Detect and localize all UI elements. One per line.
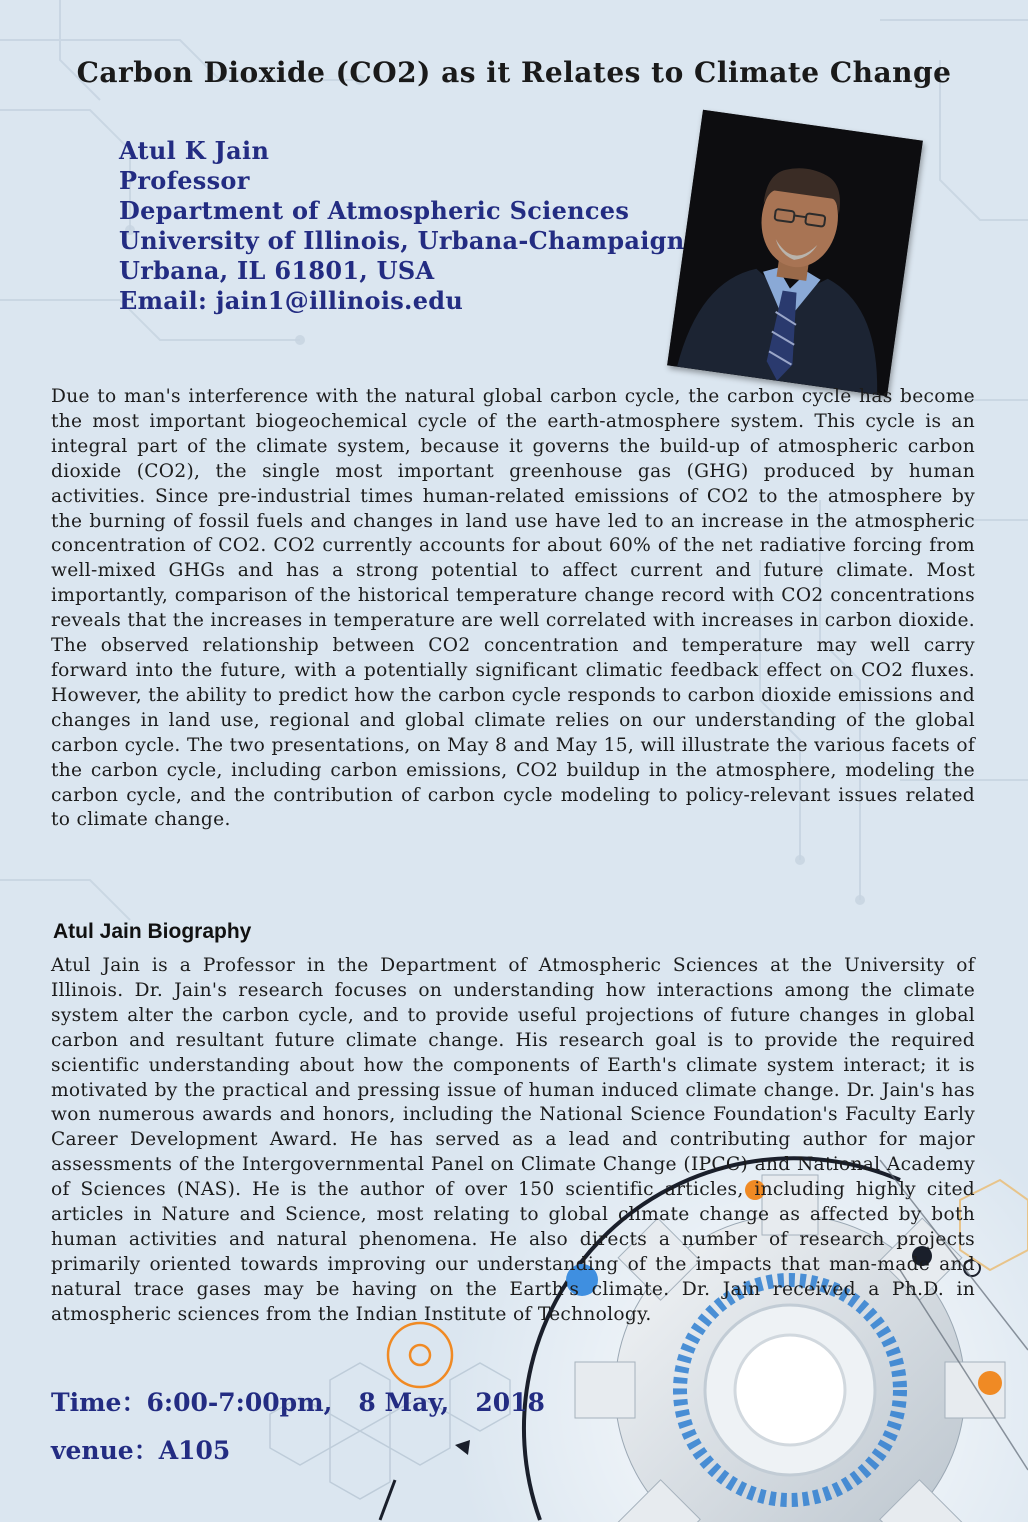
speaker-position: Professor: [119, 166, 250, 195]
speaker-university: University of Illinois, Urbana-Champaign: [119, 226, 685, 255]
event-time: Time：6:00-7:00pm, 8 May, 2018: [51, 1388, 545, 1417]
event-venue: venue：A105: [51, 1436, 231, 1465]
biography-paragraph: Atul Jain is a Professor in the Department of Atmospheric Sciences at the University of Illinois. Dr. Jain's research focuses on understanding how interactions among the climate system alter the carbon cycle, and to provide useful projections of future changes in global carbon and resultant future climate change. His research goal is to provide the required scientific understanding about how the components of Earth's climate system interact; it is motivated by the practical and pressing issue of human induced climate change. Dr. Jain's has won numerous awards and honors, including the National Science Foundation's Faculty Early Career Development Award. He has served as a lead and contributing author for major assessments of the Intergovernmental Panel on Climate Change (IPCC) and National Academy of Sciences (NAS). He is the author of over 150 scientific articles, including highly cited articles in Nature and Science, most relating to global climate change as affected by both human activities and natural phenomena. He also directs a number of research projects primarily oriented towards improving our understanding of the impacts that man-made and natural trace gases may be having on the Earth's climate. Dr. Jain received a Ph.D. in atmospheric sciences from the Indian Institute of Technology.: [51, 955, 975, 1325]
speaker-info: [119, 136, 684, 316]
speaker-name: Atul K Jain: [119, 136, 270, 165]
speaker-location: Urbana, IL 61801, USA: [119, 256, 435, 285]
abstract-paragraph: Due to man's interference with the natural global carbon cycle, the carbon cycle has become the most important biogeochemical cycle of the earth-atmosphere system. This cycle is an integral part of the climate system, because it governs the build-up of atmospheric carbon dioxide (CO2), the single most important greenhouse gas (GHG) produced by human activities. Since pre-industrial times human-related emissions of CO2 to the atmosphere by the burning of fossil fuels and changes in land use have led to an increase in the atmospheric concentration of CO2. CO2 currently accounts for about 60% of the net radiative forcing from well-mixed GHGs and has a strong potential to affect current and future climate. Most importantly, comparison of the historical temperature change record with CO2 concentrations reveals that the increases in temperature are well correlated with increases in carbon dioxide. The observed relationship between CO2 concentration and temperature may well carry forward into the future, with a potentially significant climatic feedback effect on CO2 fluxes. However, the ability to predict how the carbon cycle responds to carbon dioxide emissions and changes in land use, regional and global climate relies on our understanding of the global carbon cycle. The two presentations, on May 8 and May 15, will illustrate the various facets of the carbon cycle, including carbon emissions, CO2 buildup in the atmosphere, modeling the carbon cycle, and the contribution of carbon cycle modeling to policy-relevant issues related to climate change.: [51, 386, 975, 831]
speaker-portrait-image: [667, 110, 923, 396]
biography-heading: Atul Jain Biography: [53, 920, 252, 943]
speaker-photo: [667, 110, 923, 396]
page-title: Carbon Dioxide (CO2) as it Relates to Climate Change: [76, 56, 952, 89]
speaker-email: Email: jain1@illinois.edu: [119, 286, 464, 315]
speaker-department: Department of Atmospheric Sciences: [119, 196, 630, 225]
